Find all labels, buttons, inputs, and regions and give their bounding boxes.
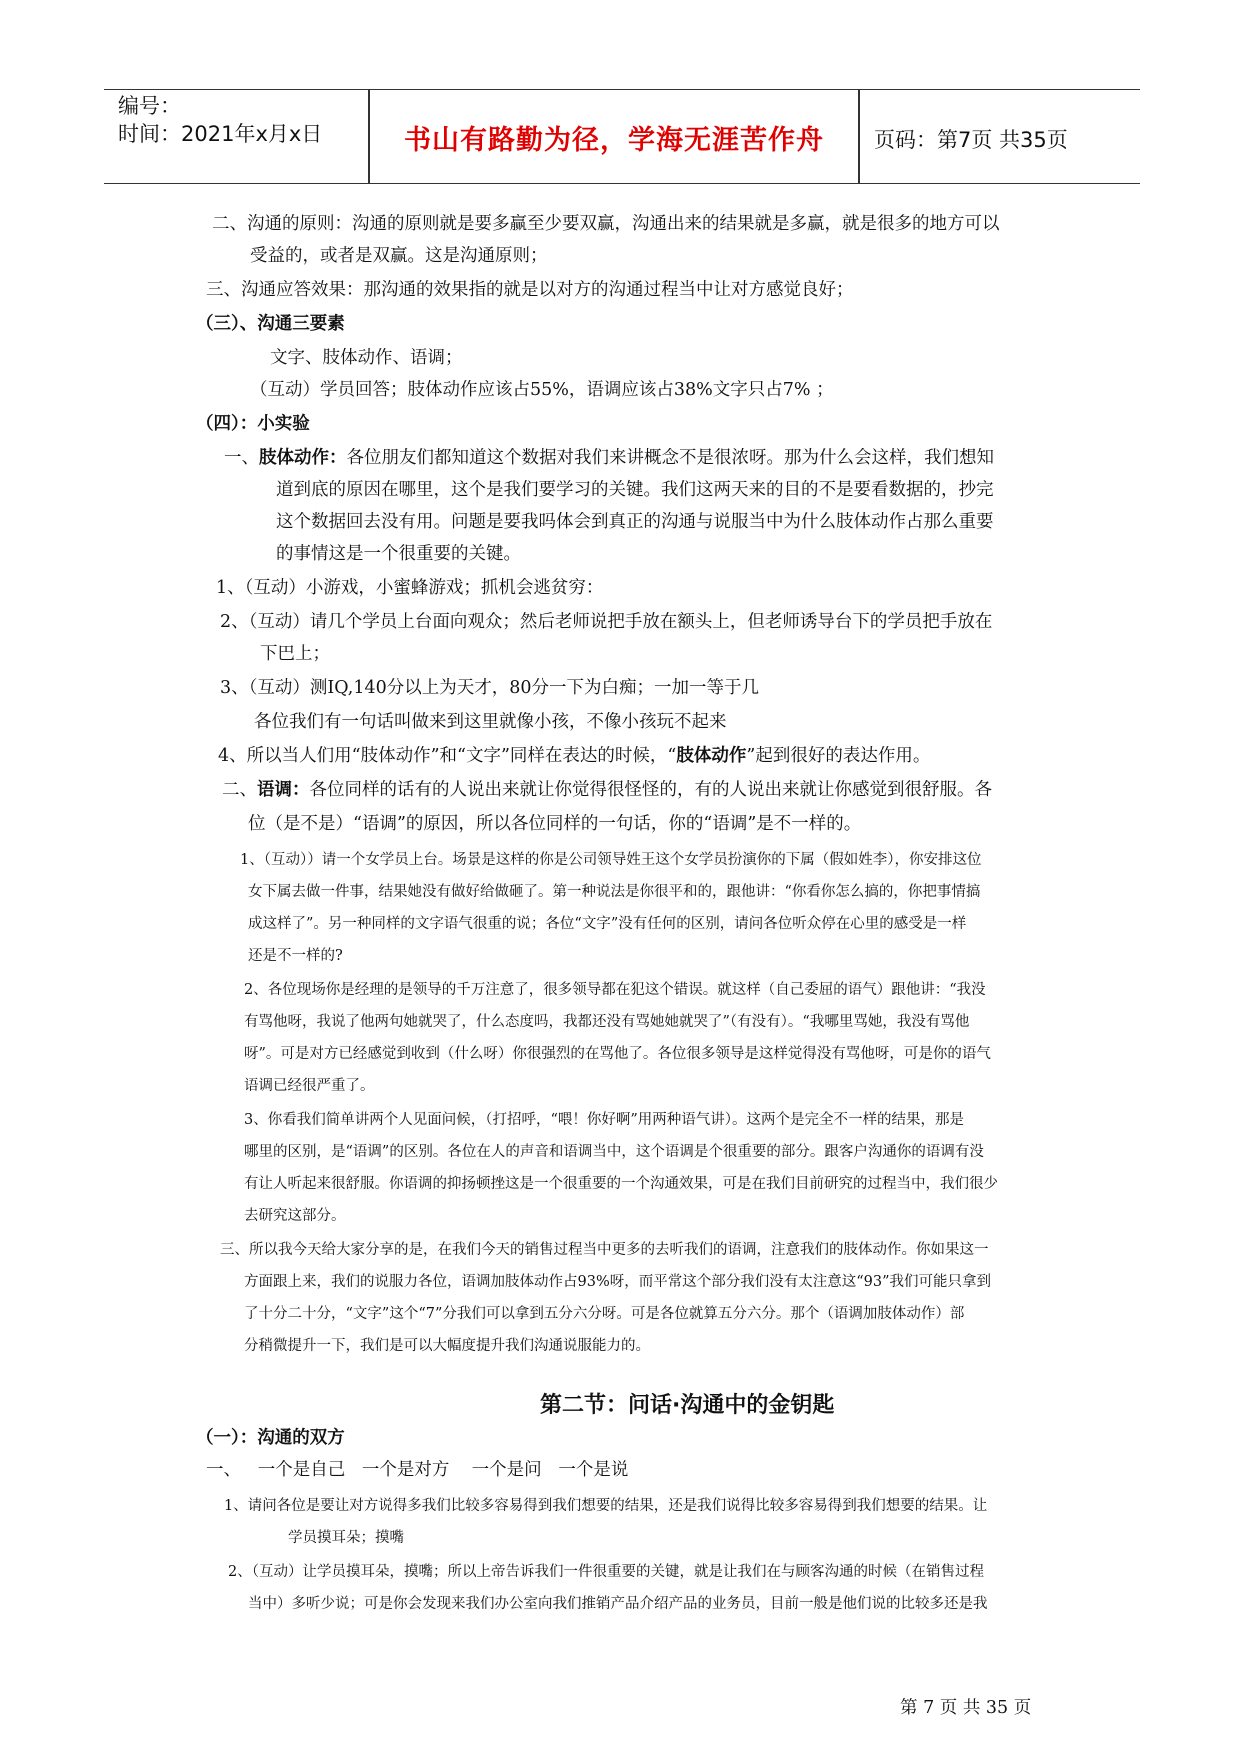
paragraph-line: 2、（互动）让学员摸耳朵，摸嘴；所以上帝告诉我们一件很重要的关键，就是让我们在与顾客沟通的时候（在销售过程: [228, 1564, 984, 1580]
paragraph-line: [222, 778, 992, 802]
paragraph-line: 去研究这部分。: [244, 1208, 346, 1224]
section-heading: （三）、沟通三要素: [196, 314, 345, 334]
paragraph-line: 这个数据回去没有用。问题是要我吗体会到真正的沟通与说服当中为什么肢体动作占那么重要: [276, 512, 994, 532]
paragraph-line: 成这样了”。另一种同样的文字语气很重的说；各位“文字”没有任何的区别，请问各位听众停在心里的感受是一样: [248, 916, 967, 932]
paragraph-line: 3、你看我们简单讲两个人见面问候，（打招呼，“喂！你好啊”用两种语气讲）。这两个是完全不一样的结果，那是: [244, 1112, 965, 1128]
paragraph-text: 4、所以当人们用“肢体动作”和“文字”同样在表达的时候，“: [218, 746, 677, 766]
paragraph-line: 呀”。可是对方已经感觉到收到（什么呀）你很强烈的在骂他了。各位很多领导是这样觉得没有骂他呀，可是你的语气: [244, 1046, 991, 1062]
paragraph-line: 受益的，或者是双赢。这是沟通原则；: [250, 246, 548, 266]
paragraph-line: 哪里的区别，是“语调”的区别。各位在人的声音和语调当中，这个语调是个很重要的部分。跟客户沟通你的语调有没: [244, 1144, 984, 1160]
paragraph-line: [218, 744, 930, 768]
term-bold: 肢体动作：: [259, 448, 347, 468]
paragraph-line: 各位我们有一句话叫做来到这里就像小孩，不像小孩玩不起来: [254, 712, 727, 732]
page-footer: 第 7 页 共 35 页: [900, 1698, 1032, 1718]
paragraph-line: 学员摸耳朵；摸嘴: [288, 1530, 404, 1546]
header-meta: [118, 92, 368, 148]
paragraph-line: 下巴上；: [260, 644, 330, 664]
paragraph-line: 位（是不是）“语调”的原因，所以各位同样的一句话，你的“语调”是不一样的。: [248, 814, 862, 834]
paragraph-line: 一、 一个是自己 一个是对方 一个是问 一个是说: [206, 1460, 629, 1480]
paragraph-line: 1、（互动））请一个女学员上台。场景是这样的你是公司领导姓王这个女学员扮演你的下属（假如姓李），你安排这位: [240, 852, 982, 868]
paragraph-line: 2、各位现场你是经理的是领导的千万注意了，很多领导都在犯这个错误。就这样（自己委屈的语气）跟他讲：“我没: [244, 982, 986, 998]
section-heading: （四）：小实验: [196, 414, 310, 434]
paragraph-line: 女下属去做一件事，结果她没有做好给做砸了。第一种说法是你很平和的，跟他讲：“你看你怎么搞的，你把事情搞: [248, 884, 981, 900]
paragraph-line: 有让人听起来很舒服。你语调的抑扬顿挫这是一个很重要的一个沟通效果，可是在我们目前研究的过程当中，我们很少: [244, 1176, 998, 1192]
paragraph-line: 3、（互动）测IQ,140分以上为天才，80分一下为白痴；一加一等于几: [220, 678, 760, 698]
paragraph-text: ”起到很好的表达作用。: [746, 746, 931, 766]
document-time-label: 时间：2021年x月x日: [118, 122, 323, 146]
paragraph-line: 分稍微提升一下，我们是可以大幅度提升我们沟通说服能力的。: [244, 1338, 650, 1354]
paragraph-line: 三、沟通应答效果：那沟通的效果指的就是以对方的沟通过程当中让对方感觉良好；: [206, 280, 854, 300]
paragraph-line: 三、所以我今天给大家分享的是，在我们今天的销售过程当中更多的去听我们的语调，注意我们的肢体动作。你如果这一: [220, 1242, 989, 1258]
paragraph-line: 1、请问各位是要让对方说得多我们比较多容易得到我们想要的结果，还是我们说得比较多容易得到我们想要的结果。让: [224, 1498, 988, 1514]
list-marker: 二、: [222, 780, 257, 800]
section-heading: （一）：沟通的双方: [196, 1428, 345, 1448]
paragraph-line: 还是不一样的?: [248, 948, 343, 964]
paragraph-line: 文字、肢体动作、语调；: [270, 348, 463, 368]
paragraph-line: [224, 446, 994, 470]
paragraph-line: 语调已经很严重了。: [244, 1078, 375, 1094]
paragraph-line: 方面跟上来，我们的说服力各位，语调加肢体动作占93%呀，而平常这个部分我们没有太注意这“93”我们可能只拿到: [244, 1274, 992, 1290]
paragraph-line: 道到底的原因在哪里，这个是我们要学习的关键。我们这两天来的目的不是要看数据的，抄完: [276, 480, 994, 500]
paragraph-line: 二、沟通的原则：沟通的原则就是要多赢至少要双赢，沟通出来的结果就是多赢，就是很多的地方可以: [212, 214, 1000, 234]
header-divider: [858, 90, 860, 183]
paragraph-text: 各位朋友们都知道这个数据对我们来讲概念不是很浓呀。那为什么会这样，我们想知: [346, 448, 994, 468]
term-bold: 语调：: [257, 780, 310, 800]
paragraph-line: 了十分二十分，“文字”这个“7”分我们可以拿到五分六分呀。可是各位就算五分六分。那个（语调加肢体动作）部: [244, 1306, 965, 1322]
page-header: [104, 89, 1140, 184]
paragraph-line: 当中）多听少说；可是你会发现来我们办公室向我们推销产品介绍产品的业务员，目前一般是他们说的比较多还是我: [248, 1596, 988, 1612]
header-motto: 书山有路勤为径，学海无涯苦作舟: [404, 125, 824, 156]
paragraph-line: 2、（互动）请几个学员上台面向观众；然后老师说把手放在额头上，但老师诱导台下的学员把手放在: [220, 612, 993, 632]
list-marker: 一、: [224, 448, 259, 468]
paragraph-line: （互动）学员回答；肢体动作应该占55%，语调应该占38%文字只占7% ；: [250, 380, 834, 400]
document-number-label: 编号：: [118, 94, 181, 118]
term-bold: 肢体动作: [676, 746, 747, 766]
header-page-info: 页码：第7页 共35页: [874, 128, 1068, 152]
paragraph-text: 各位同样的话有的人说出来就让你觉得很怪怪的，有的人说出来就让你感觉到很舒服。各: [309, 780, 992, 800]
paragraph-line: 有骂他呀，我说了他两句她就哭了，什么态度吗，我都还没有骂她她就哭了”（有没有）。“我哪里骂她，我没有骂他: [244, 1014, 970, 1030]
paragraph-line: 的事情这是一个很重要的关键。: [276, 544, 521, 564]
section-title: 第二节：问话·沟通中的金钥匙: [540, 1393, 835, 1418]
paragraph-line: 1、（互动）小游戏，小蜜蜂游戏；抓机会逃贫穷：: [216, 578, 604, 598]
